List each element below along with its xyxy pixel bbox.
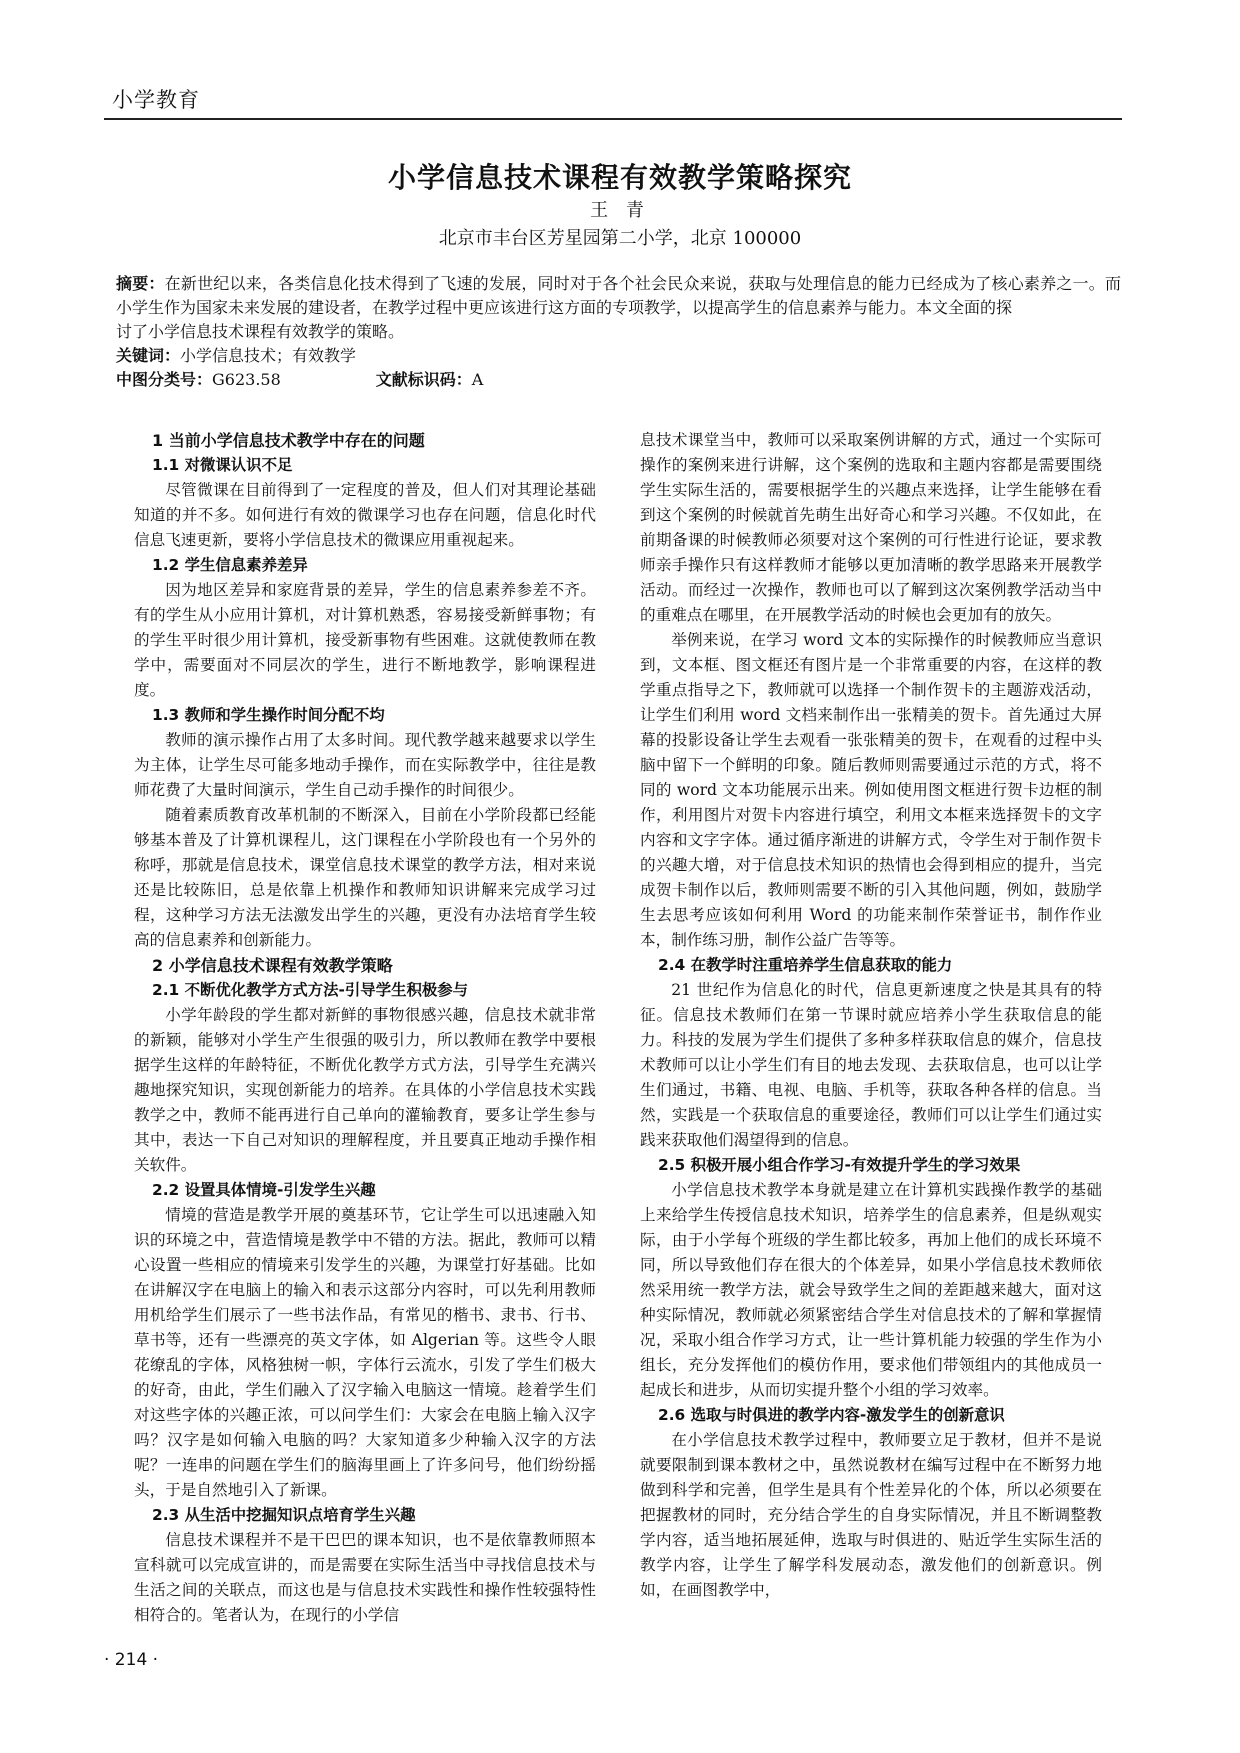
author-affiliation: 北京市丰台区芳星园第二小学，北京 100000 — [438, 228, 802, 249]
body-paragraph: 随着素质教育改革机制的不断深入，目前在小学阶段都已经能够基本普及了计算机课程儿，这门课程在小学阶段也有一个另外的称呼，那就是信息技术，课堂信息技术课堂的教学方法，相对来说还是比较陈旧，总是依靠上机操作和教师知识讲解来完成学习过程，这种学习方法无法激发出学生的兴趣，更没有办法培育学生较高的信息素养和创新能力。 — [134, 806, 596, 949]
subsection-heading: 2.1 不断优化教学方式方法-引导学生积极参与 — [152, 981, 469, 999]
section-heading: 2 小学信息技术课程有效教学策略 — [152, 956, 393, 975]
left-text-column — [134, 428, 596, 1628]
subsection-heading: 2.3 从生活中挖掘知识点培育学生兴趣 — [152, 1506, 416, 1524]
doc-code: A — [471, 370, 484, 389]
subsection-heading: 2.4 在教学时注重培养学生信息获取的能力 — [658, 956, 953, 974]
body-paragraph: 尽管微课在目前得到了一定程度的普及，但人们对其理论基础知道的并不多。如何进行有效的微课学习也存在问题，信息化时代信息飞速更新，要将小学信息技术的微课应用重视起来。 — [134, 481, 596, 549]
abstract-block — [116, 272, 1121, 392]
body-paragraph: 在小学信息技术教学过程中，教师要立足于教材，但并不是说就要限制到课本教材之中，虽然说教材在编写过程中在不断努力地做到科学和完善，但学生是具有个性差异化的个体，所以必须要在把握教材的同时，充分结合学生的自身实际情况，并且不断调整教学内容，适当地拓展延伸，选取与时俱进的、贴近学生实际生活的教学内容，让学生了解学科发展动态，激发他们的创新意识。例如，在画图教学中， — [640, 1431, 1102, 1599]
body-paragraph: 息技术课堂当中，教师可以采取案例讲解的方式，通过一个实际可操作的案例来进行讲解，这个案例的选取和主题内容都是需要围绕学生实际生活的，需要根据学生的兴趣点来选择，让学生能够在看到这个案例的时候就首先萌生出好奇心和学习兴趣。不仅如此，在前期备课的时候教师必须要对这个案例的可行性进行论证，要求教师亲手操作只有这样教师才能够以更加清晰的教学思路来开展教学活动。而经过一次操作，教师也可以了解到这次案例教学活动当中的重难点在哪里，在开展教学活动的时候也会更加有的放矢。 — [640, 431, 1102, 624]
abstract-paragraph-2: 讨了小学信息技术课程有效教学的策略。 — [116, 322, 405, 341]
body-paragraph: 举例来说，在学习 word 文本的实际操作的时候教师应当意识到，文本框、图文框还有图片是一个非常重要的内容，在这样的教学重点指导之下，教师就可以选择一个制作贺卡的主题游戏活动，让学生们利用 word 文档来制作出一张精美的贺卡。首先通过大屏幕的投影设备让学生去观看一张张精美的贺卡，在观看的过程中头脑中留下一个鲜明的印象。随后教师则需要通过示范的方式，将不同的 word 文本功能展示出来。例如使用图文框进行贺卡边框的制作，利用图片对贺卡内容进行填空，利用文本框来选择贺卡的文字内容和文字字体。通过循序渐进的讲解方式，令学生对于制作贺卡的兴趣大增，对于信息技术知识的热情也会得到相应的提升，当完成贺卡制作以后，教师则需要不断的引入其他问题，例如，鼓励学生去思考应该如何利用 Word 的功能来制作荣誉证书，制作作业本，制作练习册，制作公益广告等等。 — [640, 631, 1102, 949]
body-paragraph: 因为地区差异和家庭背景的差异，学生的信息素养参差不齐。有的学生从小应用计算机，对计算机熟悉，容易接受新鲜事物；有的学生平时很少用计算机，接受新事物有些困难。这就使教师在教学中，需要面对不同层次的学生，进行不断地教学，影响课程进度。 — [134, 581, 596, 699]
body-paragraph: 小学信息技术教学本身就是建立在计算机实践操作教学的基础上来给学生传授信息技术知识，培养学生的信息素养，但是纵观实际，由于小学每个班级的学生都比较多，再加上他们的成长环境不同，所以导致他们存在很大的个体差异，如果小学信息技术教师依然采用统一教学方法，就会导致学生之间的差距越来越大，面对这种实际情况，教师就必须紧密结合学生对信息技术的了解和掌握情况，采取小组合作学习方式，让一些计算机能力较强的学生作为小组长，充分发挥他们的模仿作用，要求他们带领组内的其他成员一起成长和进步，从而切实提升整个小组的学习效率。 — [640, 1181, 1102, 1399]
header-rule — [104, 118, 1122, 120]
keywords-label: 关键词： — [116, 346, 181, 365]
abstract-text: 在新世纪以来，各类信息化技术得到了飞速的发展，同时对于各个社会民众来说，获取与处理信息的能力已经成为了核心素养之一。而小学生作为国家未来发展的建设者，在教学过程中更应该进行这方面的专项教学，以提高学生的信息素养与能力。本文全面的探 — [116, 274, 1121, 317]
keywords-text: 小学信息技术；有效教学 — [180, 346, 357, 365]
body-paragraph: 信息技术课程并不是干巴巴的课本知识，也不是依靠教师照本宣科就可以完成宣讲的，而是需要在实际生活当中寻找信息技术与生活之间的关联点，而这也是与信息技术实践性和操作性较强特性相符合的。笔者认为，在现行的小学信 — [134, 1531, 596, 1624]
abstract-paragraph — [116, 272, 1121, 320]
body-paragraph: 小学年龄段的学生都对新鲜的事物很感兴趣，信息技术就非常的新颖，能够对小学生产生很强的吸引力，所以教师在教学中要根据学生这样的年龄特征，不断优化教学方式方法，引导学生充满兴趣地探究知识，实现创新能力的培养。在具体的小学信息技术实践教学之中，教师不能再进行自己单向的灌输教育，要多让学生参与其中，表达一下自己对知识的理解程度，并且要真正地动手操作相关软件。 — [134, 1006, 596, 1174]
subsection-heading: 2.2 设置具体情境-引发学生兴趣 — [152, 1181, 376, 1199]
body-paragraph: 教师的演示操作占用了太多时间。现代教学越来越要求以学生为主体，让学生尽可能多地动手操作，而在实际教学中，往往是教师花费了大量时间演示，学生自己动手操作的时间很少。 — [134, 731, 596, 799]
article-title: 小学信息技术课程有效教学策略探究 — [387, 161, 852, 194]
subsection-heading: 2.5 积极开展小组合作学习-有效提升学生的学习效果 — [658, 1156, 1021, 1174]
section-heading: 1 当前小学信息技术教学中存在的问题 — [152, 431, 425, 450]
running-head: 小学教育 — [112, 88, 200, 112]
abstract-label: 摘要： — [116, 274, 165, 293]
subsection-heading: 1.3 教师和学生操作时间分配不均 — [152, 706, 385, 724]
body-paragraph: 情境的营造是教学开展的奠基环节，它让学生可以迅速融入知识的环境之中，营造情境是教学中不错的方法。据此，教师可以精心设置一些相应的情境来引发学生的兴趣，为课堂打好基础。比如在讲解汉字在电脑上的输入和表示这部分内容时，可以先利用教师用机给学生们展示了一些书法作品，有常见的楷书、隶书、行书、草书等，还有一些漂亮的英文字体，如 Algerian 等。这些令人眼花缭乱的字体，风格独树一帜，字体行云流水，引发了学生们极大的好奇，由此，学生们融入了汉字输入电脑这一情境。趁着学生们对这些字体的兴趣正浓，可以问学生们：大家会在电脑上输入汉字吗？汉字是如何输入电脑的吗？大家知道多少种输入汉字的方法呢？一连串的问题在学生们的脑海里画上了许多问号，他们纷纷摇头，于是自然地引入了新课。 — [134, 1206, 596, 1499]
author-name: 王 青 — [590, 200, 650, 221]
page-number: · 214 · — [104, 1650, 159, 1670]
clc-label: 中图分类号： — [116, 370, 213, 389]
subsection-heading: 1.1 对微课认识不足 — [152, 456, 293, 474]
body-paragraph: 21 世纪作为信息化的时代，信息更新速度之快是其具有的特征。信息技术教师们在第一节课时就应培养小学生获取信息的能力。科技的发展为学生们提供了多种多样获取信息的媒介，信息技术教师可以让小学生们有目的地去发现、去获取信息，也可以让学生们通过，书籍、电视、电脑、手机等，获取各种各样的信息。当然，实践是一个获取信息的重要途径，教师们可以让学生们通过实践来获取他们渴望得到的信息。 — [640, 981, 1102, 1149]
clc-code: G623.58 — [212, 370, 281, 389]
subsection-heading: 1.2 学生信息素养差异 — [152, 556, 308, 574]
classification-row — [116, 368, 1121, 392]
doc-code-label: 文献标识码： — [375, 370, 472, 389]
subsection-heading: 2.6 选取与时俱进的教学内容-激发学生的创新意识 — [658, 1406, 1005, 1424]
keywords-row — [116, 344, 1121, 368]
right-text-column — [640, 428, 1102, 1603]
